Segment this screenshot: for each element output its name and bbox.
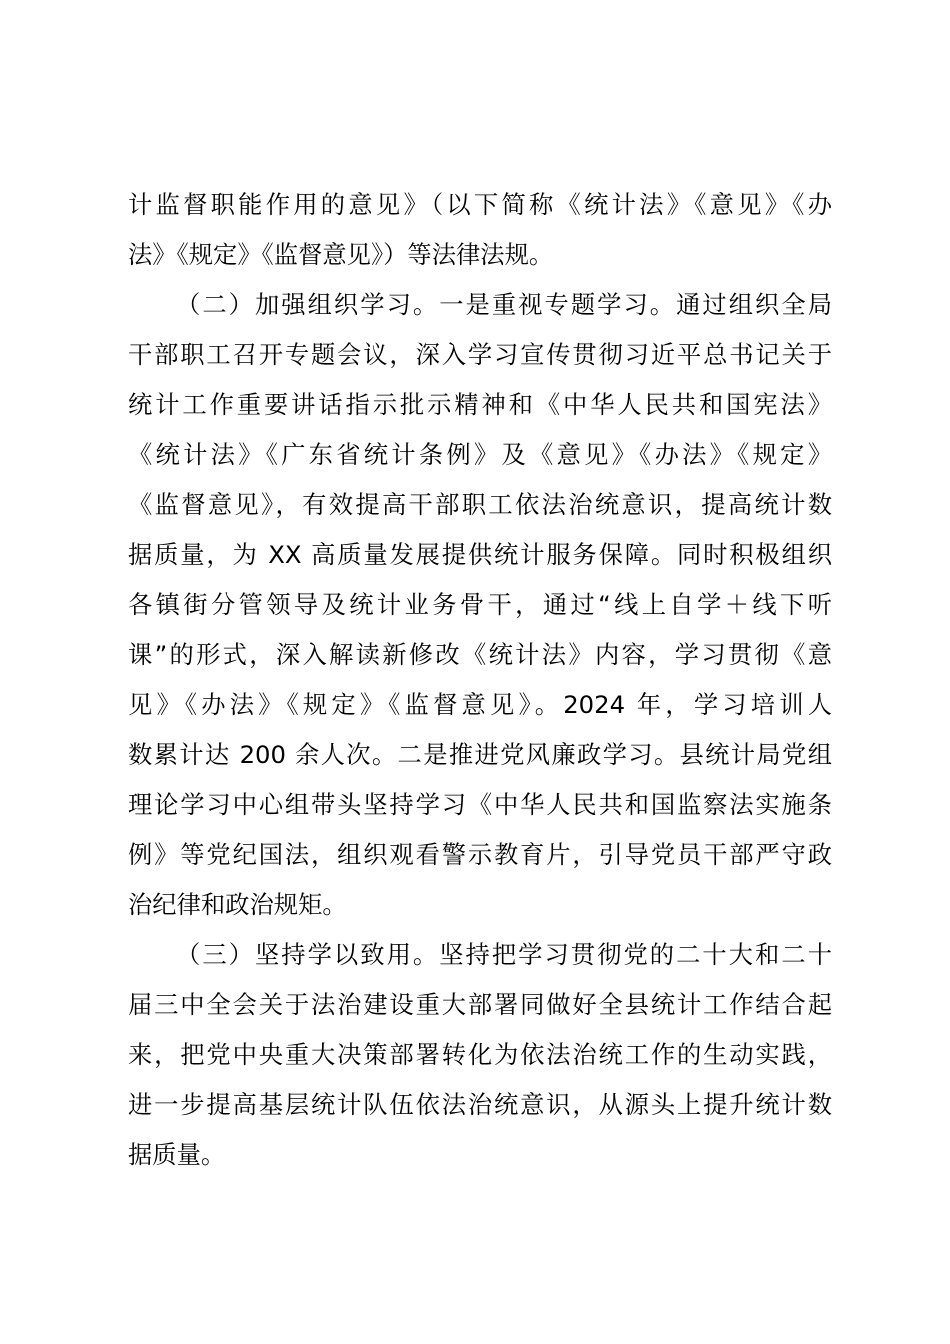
- text-line: 届三中全会关于法治建设重大部署同做好全县统计工作结合起: [128, 990, 832, 1019]
- text-line: 干部职工召开专题会议，深入学习宣传贯彻习近平总书记关于: [128, 340, 832, 369]
- text-line: 理论学习中心组带头坚持学习《中华人民共和国监察法实施条: [128, 790, 832, 819]
- text-line: 来，把党中央重大决策部署转化为依法治统工作的生动实践，: [128, 1040, 832, 1069]
- text-line: 数累计达 200 余人次。二是推进党风廉政学习。县统计局党组: [128, 740, 832, 769]
- section-heading-line: （三）坚持学以致用。坚持把学习贯彻党的二十大和二十: [176, 940, 832, 969]
- text-line: 例》等党纪国法，组织观看警示教育片，引导党员干部严守政: [128, 840, 832, 869]
- text-line: 《统计法》《广东省统计条例》及《意见》《办法》《规定》: [128, 440, 832, 469]
- text-line: 《监督意见》，有效提高干部职工依法治统意识，提高统计数: [128, 490, 832, 519]
- text-line: 法》《规定》《监督意见》）等法律法规。: [128, 240, 554, 269]
- text-line: 见》《办法》《规定》《监督意见》。2024 年，学习培训人: [128, 690, 832, 719]
- text-line: 课”的形式，深入解读新修改《统计法》内容，学习贯彻《意: [128, 640, 832, 669]
- text-line: 治纪律和政治规矩。: [128, 890, 347, 919]
- text-line: 据质量，为 XX 高质量发展提供统计服务保障。同时积极组织: [128, 540, 832, 569]
- text-line: 进一步提高基层统计队伍依法治统意识，从源头上提升统计数: [128, 1090, 832, 1119]
- text-line: 统计工作重要讲话指示批示精神和《中华人民共和国宪法》: [128, 390, 832, 419]
- text-line: 各镇街分管领导及统计业务骨干，通过“线上自学＋线下听: [128, 590, 832, 619]
- text-line: 据质量。: [128, 1140, 226, 1169]
- section-heading-line: （二）加强组织学习。一是重视专题学习。通过组织全局: [176, 290, 832, 319]
- text-line: 计监督职能作用的意见》（以下简称《统计法》《意见》《办: [128, 190, 832, 219]
